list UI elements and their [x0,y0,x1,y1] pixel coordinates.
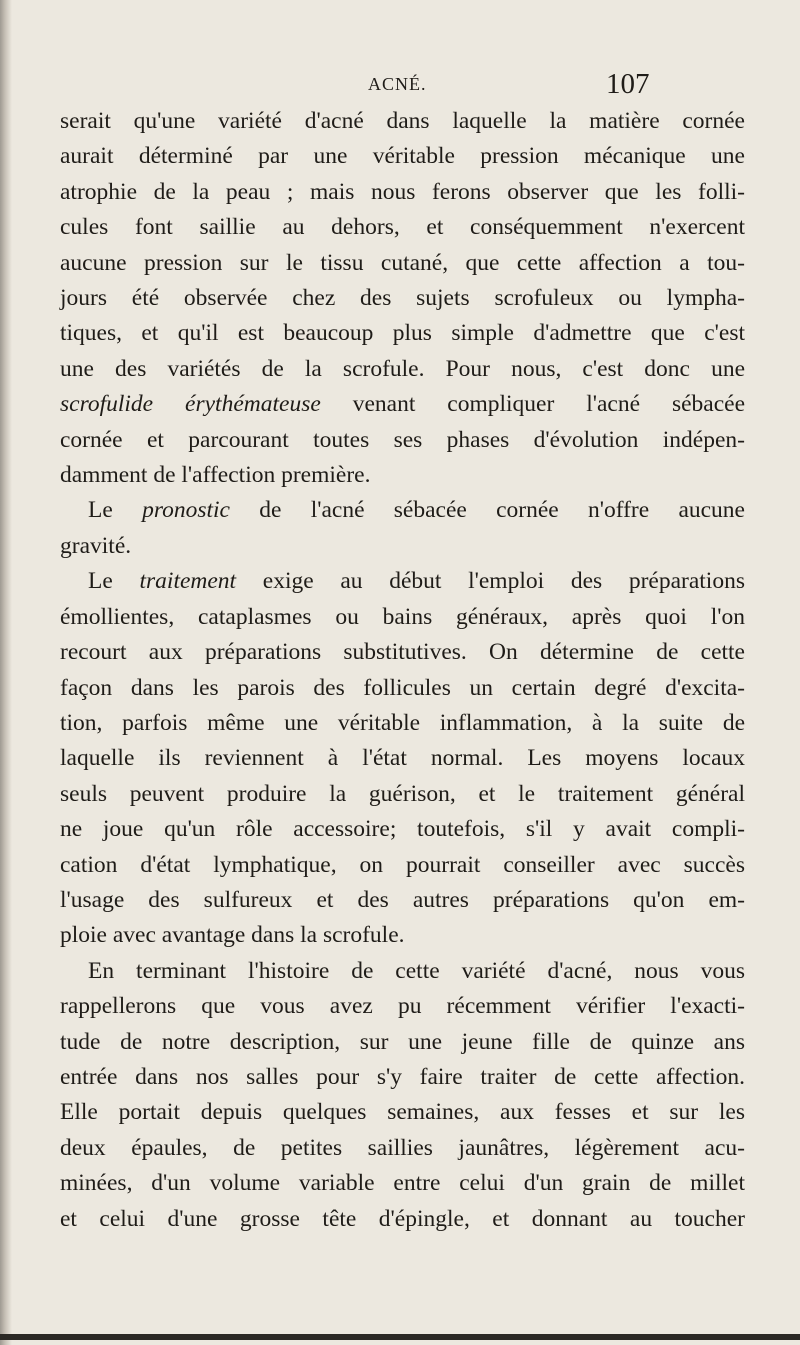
text-line-scrofulide [60,387,745,422]
paragraph-end-line: gravité. [60,532,132,559]
text-line: rappellerons que vous avez pu récemment vérifier l'exacti- [60,993,745,1020]
text-fragment: exige au début l'emploi des préparations [236,568,745,595]
text-line: minées, d'un volume variable entre celui d'un grain de millet [60,1170,745,1197]
text-line-pronostic [60,493,745,528]
text-line: une des variétés de la scrofule. Pour nous, c'est donc une [60,355,745,382]
running-head-title: ACNÉ. [368,74,427,94]
text-line: cation d'état lymphatique, on pourrait conseiller avec succès [60,851,745,878]
text-line: tude de notre description, sur une jeune fille de quinze ans [60,1028,745,1055]
italic-term-pronostic: pronostic [142,497,230,524]
paragraph-start-line: En terminant l'histoire de cette variété d'acné, nous vous [88,957,745,984]
text-fragment: Le [88,497,143,524]
text-line: tion, parfois même une véritable inflammation, à la suite de [60,709,745,736]
text-line: entrée dans nos salles pour s'y faire traiter de cette affection. [60,1063,745,1090]
text-line: serait qu'une variété d'acné dans laquelle la matière cornée [60,108,745,134]
text-line: deux épaules, de petites saillies jaunâtres, légèrement acu- [60,1134,745,1161]
text-line: recourt aux préparations substitutives. On détermine de cette [60,639,745,666]
italic-term-scrofulide: scrofulide érythémateuse [60,391,321,418]
text-fragment: venant compliquer l'acné sébacée [320,391,746,418]
page-number: 107 [606,68,650,100]
text-line: jours été observée chez des sujets scrofuleux ou lympha- [60,285,745,312]
running-head [0,68,800,104]
text-line: Elle portait depuis quelques semaines, aux fesses et sur les [60,1099,745,1126]
text-line: cules font saillie au dehors, et conséquemment n'exercent [60,214,745,241]
text-line-traitement [60,564,745,599]
text-line: émollientes, cataplasmes ou bains généraux, après quoi l'on [60,603,745,630]
text-line: atrophie de la peau ; mais nous ferons observer que les folli- [60,178,745,205]
text-line: et celui d'une grosse tête d'épingle, et donnant au toucher [60,1205,745,1232]
text-line: seuls peuvent produire la guérison, et le traitement général [60,780,745,807]
paragraph-end-line: damment de l'affection première. [60,462,371,489]
paragraph-end-line: ploie avec avantage dans la scrofule. [60,922,405,949]
page-gutter-shadow [0,0,12,1345]
text-line: tiques, et qu'il est beaucoup plus simple d'admettre que c'est [60,320,745,347]
text-line: ne joue qu'un rôle accessoire; toutefois, s'il y avait compli- [60,816,745,843]
text-line: aurait déterminé par une véritable pression mécanique une [60,143,745,170]
body-text [60,104,745,1237]
text-fragment: Le [88,568,140,595]
italic-term-traitement: traitement [139,568,237,595]
text-line: façon dans les parois des follicules un certain degré d'excita- [60,674,745,701]
text-line: laquelle ils reviennent à l'état normal. Les moyens locaux [60,745,745,772]
text-fragment: de l'acné sébacée cornée n'offre aucune [229,497,745,524]
text-line: aucune pression sur le tissu cutané, que cette affection a tou- [60,249,745,276]
page-bottom-edge [0,1334,800,1340]
text-line: l'usage des sulfureux et des autres préparations qu'on em- [60,886,745,913]
text-line: cornée et parcourant toutes ses phases d'évolution indépen- [60,426,745,453]
